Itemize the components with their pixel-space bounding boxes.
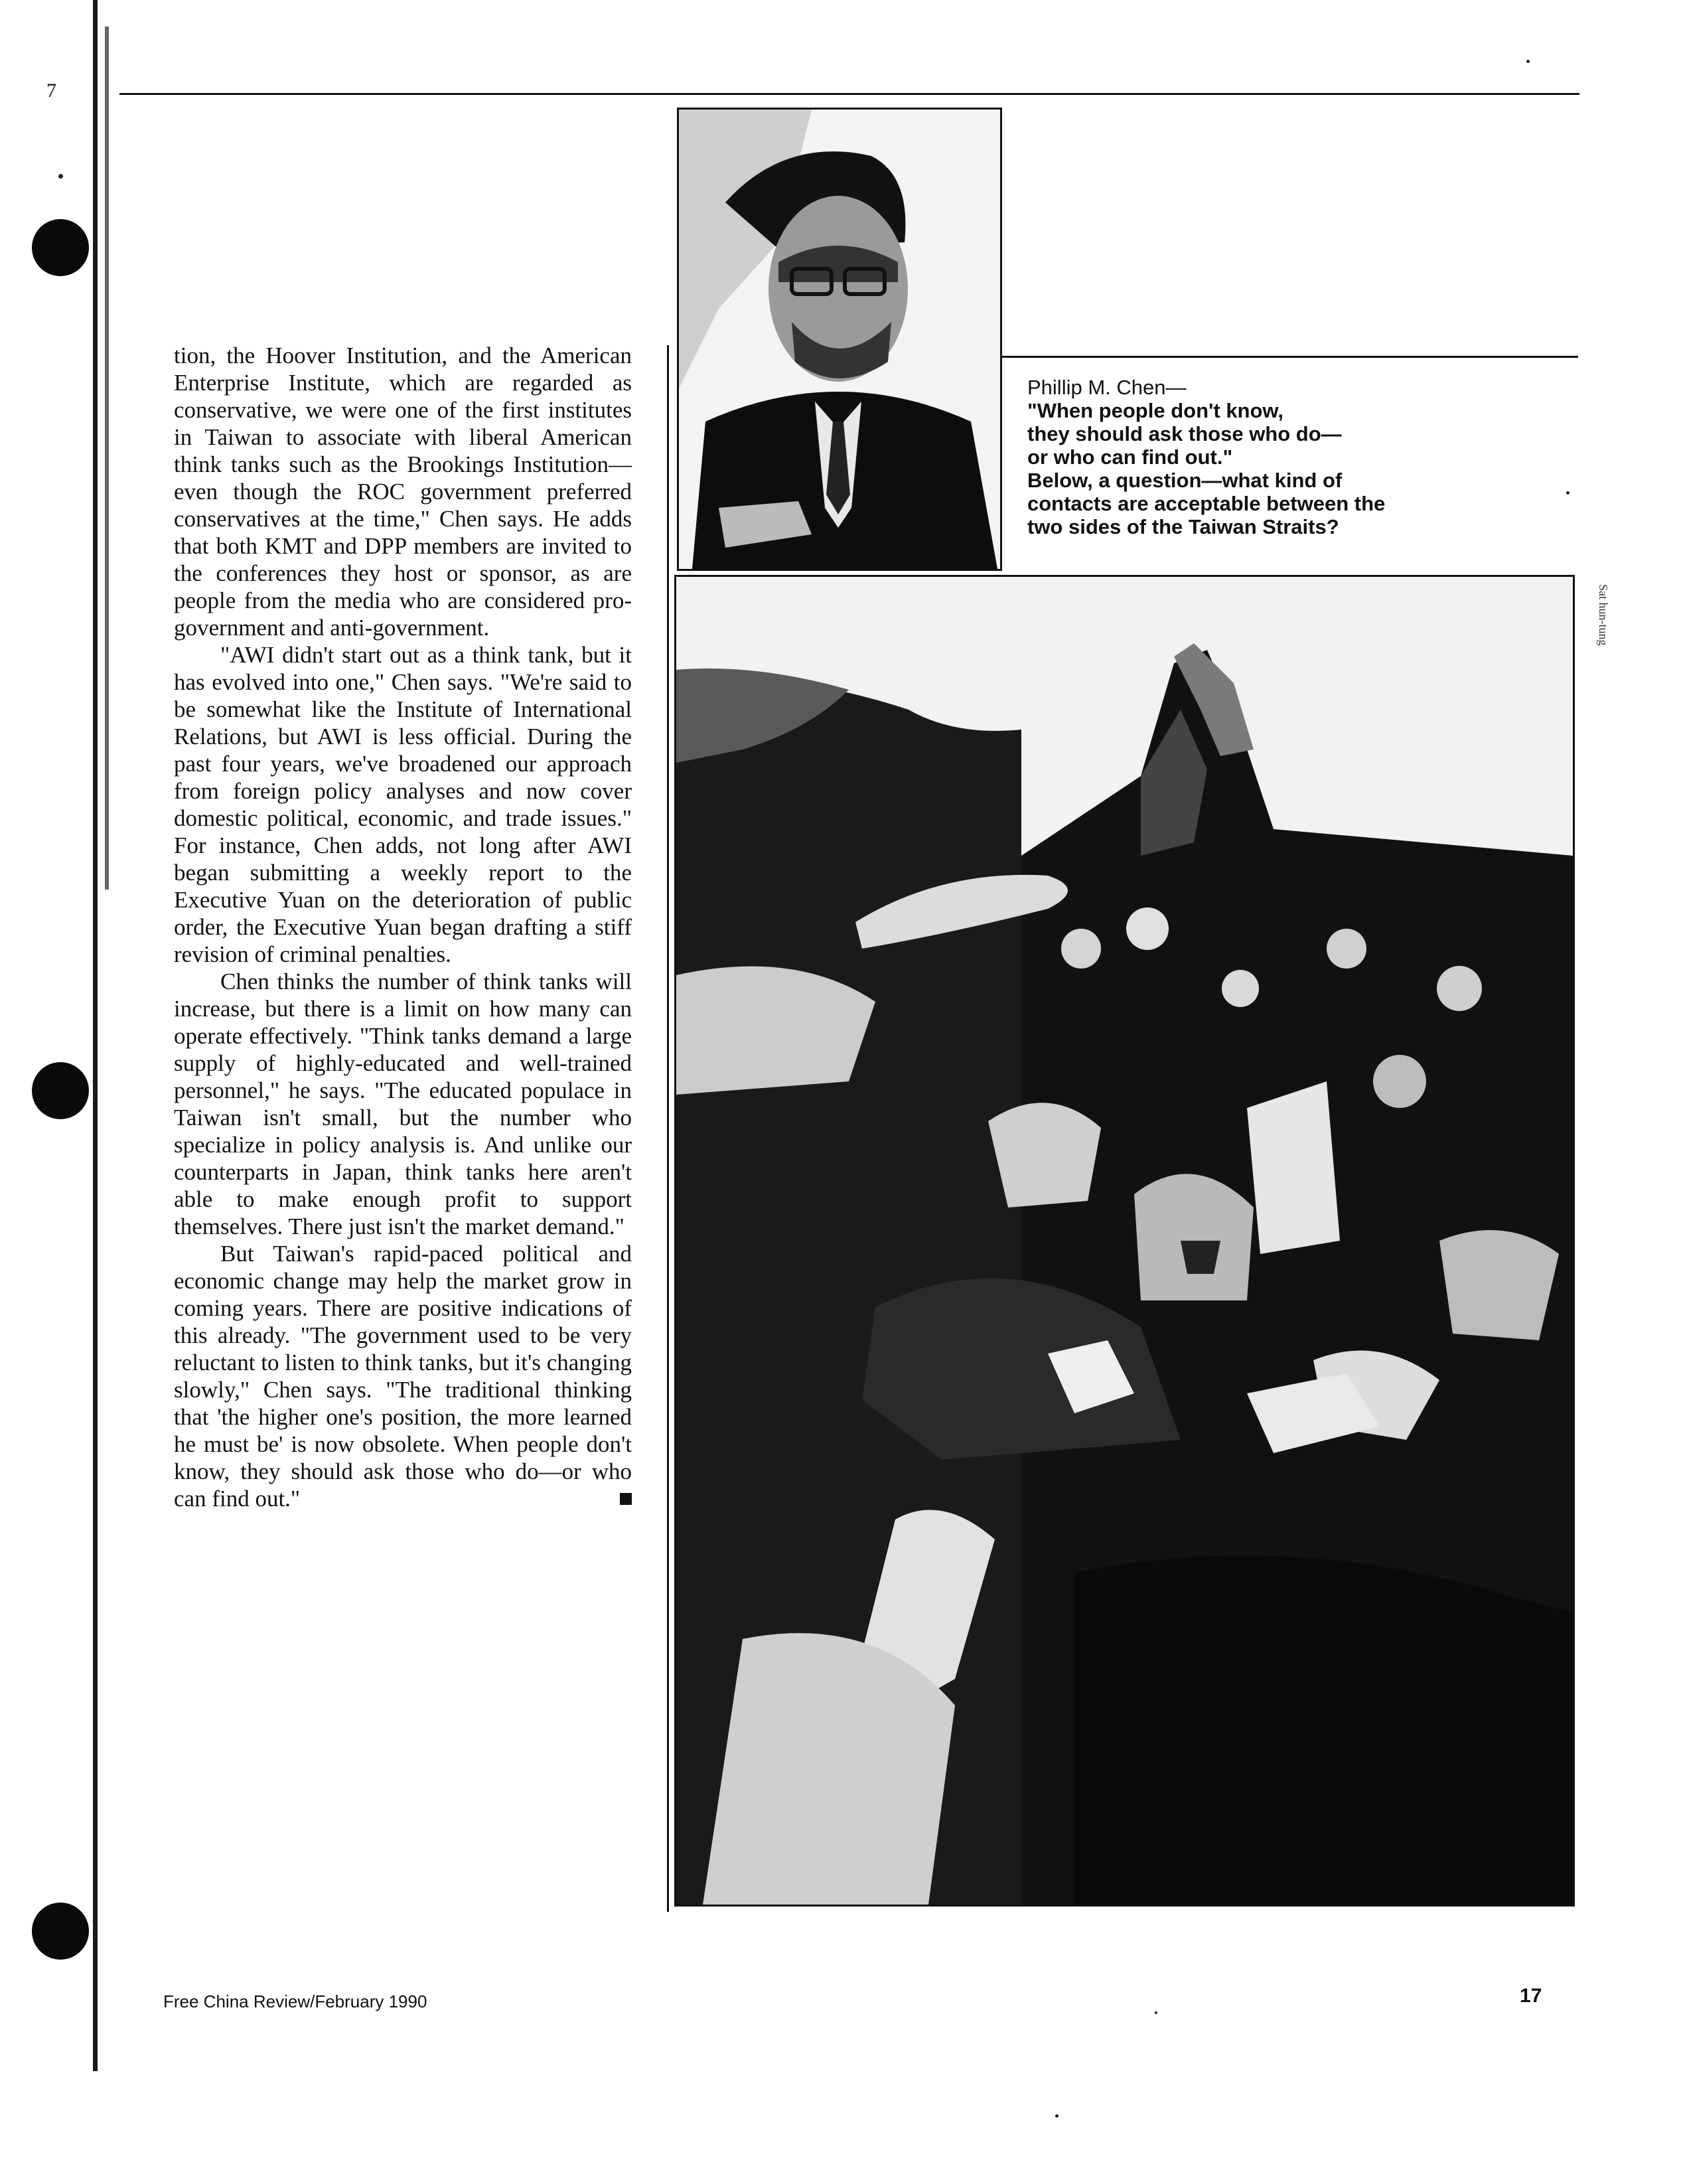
scan-speck [1566, 491, 1570, 495]
punch-hole-top [32, 219, 89, 276]
caption-line: or who can find out." [1027, 445, 1233, 469]
page-corner-mark: 7 [46, 80, 56, 102]
binding-shadow [105, 27, 109, 890]
caption-line: they should ask those who do— [1027, 422, 1342, 445]
crowd-photo [674, 575, 1575, 1907]
caption-rule [1001, 356, 1578, 358]
photo-side-rule [667, 345, 669, 1912]
paragraph-text: But Taiwan's rapid-paced political and economic change may help the market grow in coming years. There are positive indications of this already. "The government used to be very reluctant to listen to think tanks, but it's changing slowly," Chen says. "The traditional thinking that 'the higher one's position, the more learned he must be' is now obsolete. When people don't know, they should ask those who do—or who can find out." [174, 1241, 632, 1512]
caption-name: Phillip M. Chen— [1027, 376, 1187, 399]
binding-edge [93, 0, 98, 2071]
end-mark-icon [620, 1493, 632, 1505]
crowd-image [676, 577, 1573, 1905]
top-rule [119, 93, 1579, 95]
punch-hole-middle [32, 1062, 89, 1119]
article-body [174, 342, 632, 1512]
portrait-photo [677, 108, 1002, 571]
paragraph: "AWI didn't start out as a think tank, but it has evolved into one," Chen says. "We're said to be somewhat like the Institute of International Relations, but AWI is less official. During the past four years, we've broadened our approach from foreign policy analyses and now cover domestic political, economic, and trade issues." For instance, Chen adds, not long after AWI began submitting a weekly report to the Executive Yuan on the deterioration of public order, the Executive Yuan began drafting a stiff revision of criminal penalties. [174, 642, 632, 967]
photo-caption [1027, 376, 1492, 538]
caption-line: "When people don't know, [1027, 399, 1284, 422]
caption-line: Below, a question—what kind of [1027, 469, 1343, 492]
paragraph: Chen thinks the number of think tanks will increase, but there is a limit on how many can operate effectively. "Think tanks demand a large supply of highly-educated and well-trained personnel," he says. "The educated populace in Taiwan isn't small, but the number who specialize in policy analysis is. And unlike our counterparts in Japan, think tanks here aren't able to make enough profit to support themselves. There just isn't the market demand." [174, 969, 632, 1239]
portrait-image [679, 110, 1000, 569]
page-number: 17 [1520, 1985, 1542, 2007]
paragraph: tion, the Hoover Institution, and the American Enterprise Institute, which are regarded as conservative, we were one of the first institutes in Taiwan to associate with liberal American think tanks such as the Brookings Institution—even though the ROC government preferred conservatives at the time," Chen says. He adds that both KMT and DPP members are invited to the conferences they host or sponsor, as are people from the media who are considered pro-government and anti-government. [174, 343, 632, 641]
scan-speck [1526, 60, 1530, 63]
punch-hole-bottom [32, 1903, 89, 1960]
photo-credit: Sat hun-tung [1597, 584, 1610, 646]
caption-line: two sides of the Taiwan Straits? [1027, 515, 1339, 538]
scan-speck [58, 174, 63, 179]
scan-speck [1055, 2114, 1059, 2118]
publication-footer: Free China Review/February 1990 [163, 1991, 427, 2011]
paragraph [174, 1240, 632, 1512]
scan-speck [1155, 2011, 1157, 2014]
caption-line: contacts are acceptable between the [1027, 492, 1386, 515]
